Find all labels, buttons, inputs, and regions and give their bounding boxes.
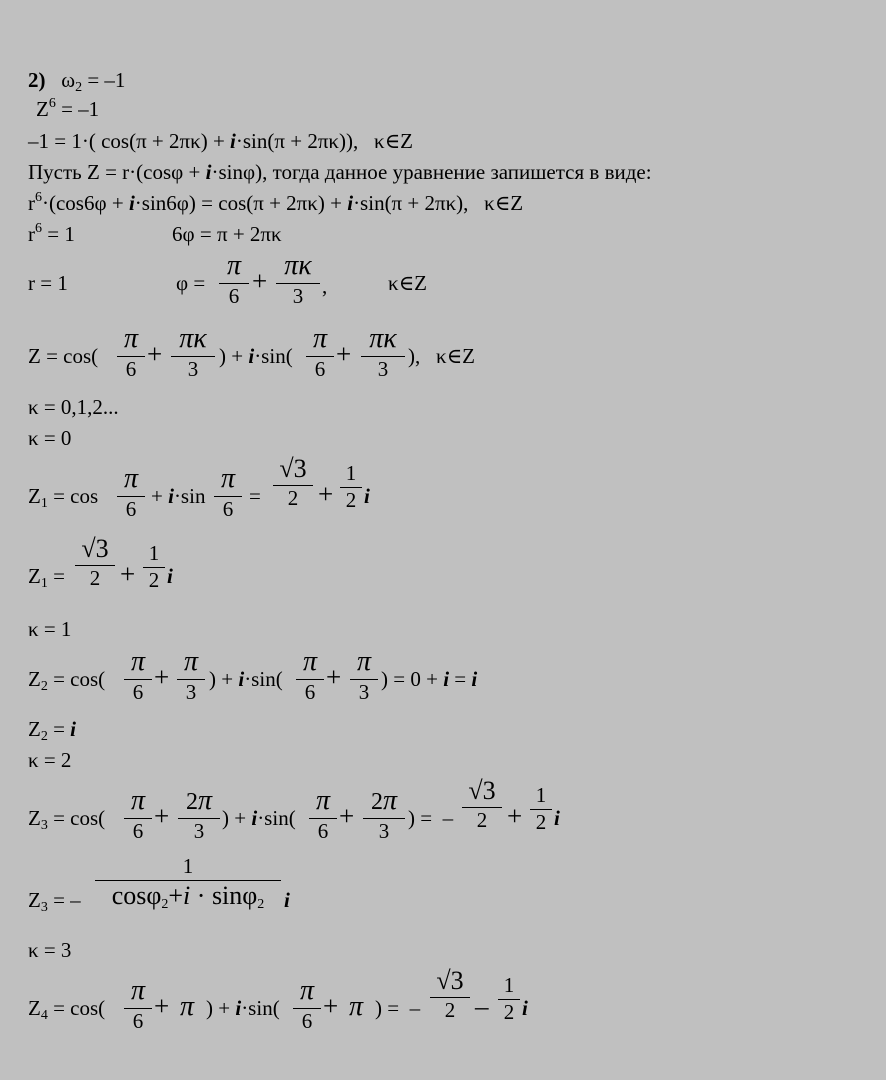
k-equals-3: κ = 3 [28,938,72,962]
k-equals-1: κ = 1 [28,617,72,641]
plus-sign: + [252,266,268,296]
comma: , [322,274,328,298]
equation-6phi: 6φ = π + 2πκ [172,222,282,246]
case-heading: 2) $\omega_2 = -1$ [28,68,126,95]
phi-label: φ = [176,271,206,295]
equation-r: r = 1 [28,271,68,295]
k-in-z: κ∈Z [388,271,427,295]
equation-z6: $Z^6 = -1$ [36,96,100,121]
k-values-list: κ = 0,1,2... [28,395,119,419]
fraction-pi-k-over-3: πκ 3 [276,252,320,307]
k-equals-0: κ = 0 [28,426,72,450]
z2-result: $Z_2 = i$ [28,717,77,744]
equation-power-form: $r^6\cdot(\cos 6\varphi + i\cdot\sin 6\varphi) = \cos(\pi + 2\pi\kappa) + i\cdot\sin(\pi + 2\pi\kappa)$, κ∈Z [28,190,524,215]
substitution-sentence: Пусть Z = r·(cosφ + i·sinφ), тогда данное уравнение запишется в виде: [28,160,652,184]
k-equals-2: κ = 2 [28,748,72,772]
equation-r6: $r^6 = 1$ [28,221,75,246]
fraction-pi-over-6: π 6 [219,252,249,307]
equation-minus-one-trig: –1 = 1·( cos(π + 2πκ) + i·sin(π + 2πκ)), κ∈Z [28,129,413,153]
